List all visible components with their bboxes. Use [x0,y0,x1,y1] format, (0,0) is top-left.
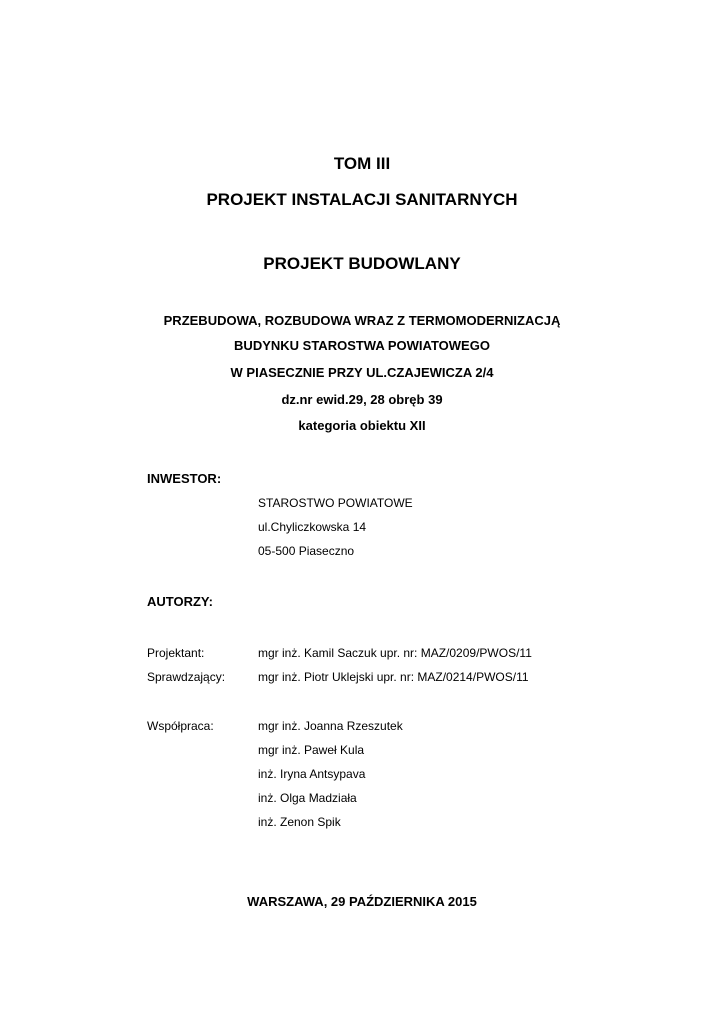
project-subtitle: PROJEKT BUDOWLANY [263,254,461,273]
project-title: PROJEKT INSTALACJI SANITARNYCH [206,190,518,209]
description-line: dz.nr ewid.29, 28 obręb 39 [281,392,443,407]
wspolpraca-role: Współpraca: [147,719,214,733]
sprawdzajacy-role: Sprawdzający: [147,670,226,684]
investor-label: INWESTOR: [147,471,222,486]
volume-title: TOM III [333,154,391,173]
wspolpraca-person: inż. Olga Madziała [258,791,357,805]
projektant-role: Projektant: [147,646,205,660]
wspolpraca-person: mgr inż. Paweł Kula [258,743,365,757]
wspolpraca-person: mgr inż. Joanna Rzeszutek [258,719,403,733]
place-and-date: WARSZAWA, 29 PAŹDZIERNIKA 2015 [247,894,477,909]
sprawdzajacy-person: mgr inż. Piotr Uklejski upr. nr: MAZ/0214/PWOS/11 [258,670,529,684]
description-line: kategoria obiektu XII [298,418,426,433]
authors-label: AUTORZY: [147,594,213,609]
description-line: PRZEBUDOWA, ROZBUDOWA WRAZ Z TERMOMODERNIZACJĄ [163,313,561,328]
description-line: W PIASECZNIE PRZY UL.CZAJEWICZA 2/4 [230,365,494,380]
projektant-person: mgr inż. Kamil Saczuk upr. nr: MAZ/0209/PWOS/11 [258,646,532,660]
description-line: BUDYNKU STAROSTWA POWIATOWEGO [234,338,490,353]
wspolpraca-person: inż. Iryna Antsypava [258,767,366,781]
investor-name: STAROSTWO POWIATOWE [258,496,413,510]
investor-city: 05-500 Piaseczno [258,544,355,558]
wspolpraca-person: inż. Zenon Spik [258,815,341,829]
investor-street: ul.Chyliczkowska 14 [258,520,367,534]
